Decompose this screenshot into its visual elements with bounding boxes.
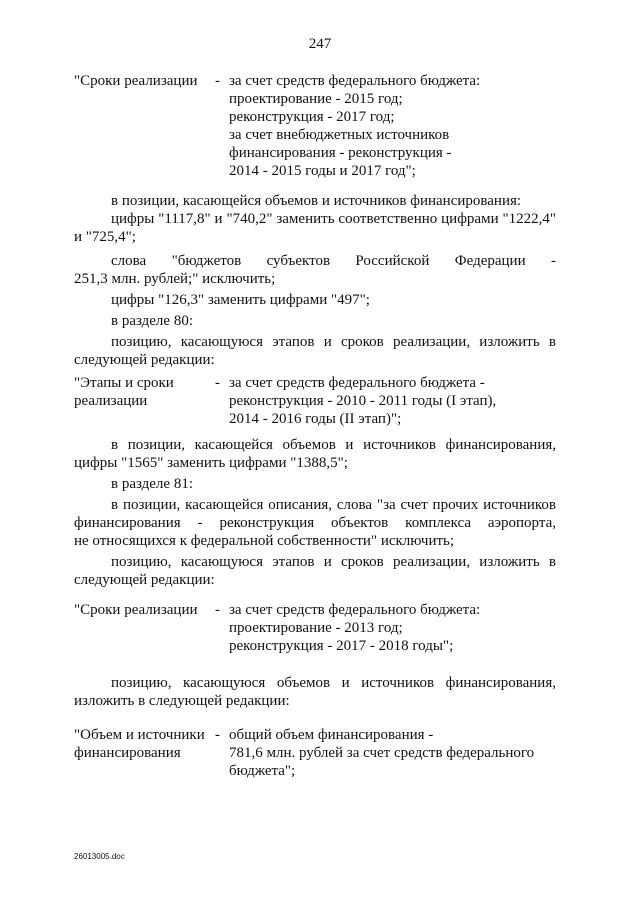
table-value-line: финансирования - реконструкция - [229, 145, 452, 161]
table-value-line: бюджета"; [229, 763, 296, 779]
table-block-stages [74, 374, 574, 430]
paragraph: следующей редакции: [74, 572, 215, 588]
paragraph: в позиции, касающейся объемов и источников финансирования: [111, 193, 522, 209]
table-dash: - [215, 727, 220, 743]
paragraph: следующей редакции: [74, 352, 215, 368]
table-label [74, 374, 214, 410]
table-block-deadlines-2 [74, 601, 574, 657]
paragraph: в разделе 81: [111, 476, 193, 492]
paragraph: слова "бюджетов субъектов Российской Федерации - [111, 253, 556, 269]
table-block-financing [74, 726, 574, 782]
table-value [229, 374, 496, 428]
table-value-line: проектирование - 2015 год; [229, 91, 403, 107]
table-value [229, 72, 480, 180]
table-label-line: "Этапы и сроки [74, 375, 174, 391]
table-value-line: за счет средств федерального бюджета - [229, 375, 485, 391]
table-value-line: общий объем финансирования - [229, 727, 434, 743]
table-label: "Сроки реализации [74, 602, 198, 618]
paragraph: цифры "126,3" заменить цифрами "497"; [111, 292, 370, 308]
table-dash: - [215, 375, 220, 391]
table-value-line: реконструкция - 2017 год; [229, 109, 395, 125]
paragraph: в позиции, касающейся описания, слова "за счет прочих источников [111, 497, 556, 513]
table-label-line: "Объем и источники [74, 727, 205, 743]
paragraph: в разделе 80: [111, 313, 193, 329]
table-value-line: 2014 - 2015 годы и 2017 год"; [229, 163, 416, 179]
table-dash: - [215, 73, 220, 89]
paragraph: в позиции, касающейся объемов и источников финансирования, [111, 437, 556, 453]
paragraph: цифры "1117,8" и "740,2" заменить соответственно цифрами "1222,4" [111, 211, 556, 227]
table-value [229, 601, 480, 655]
page-number: 247 [308, 36, 332, 52]
paragraph: изложить в следующей редакции: [74, 693, 290, 709]
table-block-deadlines-1 [74, 72, 574, 182]
table-value-line: за счет внебюджетных источников [229, 127, 450, 143]
table-label-line: финансирования [74, 745, 181, 761]
table-value-line: проектирование - 2013 год; [229, 620, 403, 636]
table-label-line: реализации [74, 393, 148, 409]
table-label [74, 726, 214, 762]
table-value-line: за счет средств федерального бюджета: [229, 602, 481, 618]
paragraph: не относящихся к федеральной собственности" исключить; [74, 533, 455, 549]
table-value-line: 2014 - 2016 годы (II этап)"; [229, 411, 402, 427]
table-label: "Сроки реализации [74, 73, 198, 89]
table-dash: - [215, 602, 220, 618]
paragraph: и "725,4"; [74, 229, 136, 245]
table-value-line: за счет средств федерального бюджета: [229, 73, 481, 89]
paragraph: позицию, касающуюся этапов и сроков реализации, изложить в [111, 554, 556, 570]
table-value-line: 781,6 млн. рублей за счет средств федерального [229, 745, 535, 761]
document-filename: 26013005.doc [74, 852, 125, 861]
table-value-line: реконструкция - 2010 - 2011 годы (I этап), [229, 393, 497, 409]
paragraph: 251,3 млн. рублей;" исключить; [74, 271, 276, 287]
paragraph: цифры "1565" заменить цифрами "1388,5"; [74, 455, 348, 471]
paragraph: финансирования - реконструкция объектов комплекса аэропорта, [74, 515, 556, 531]
table-value-line: реконструкция - 2017 - 2018 годы"; [229, 638, 454, 654]
paragraph: позицию, касающуюся объемов и источников финансирования, [111, 675, 556, 691]
table-value [229, 726, 534, 780]
paragraph: позицию, касающуюся этапов и сроков реализации, изложить в [111, 334, 556, 350]
